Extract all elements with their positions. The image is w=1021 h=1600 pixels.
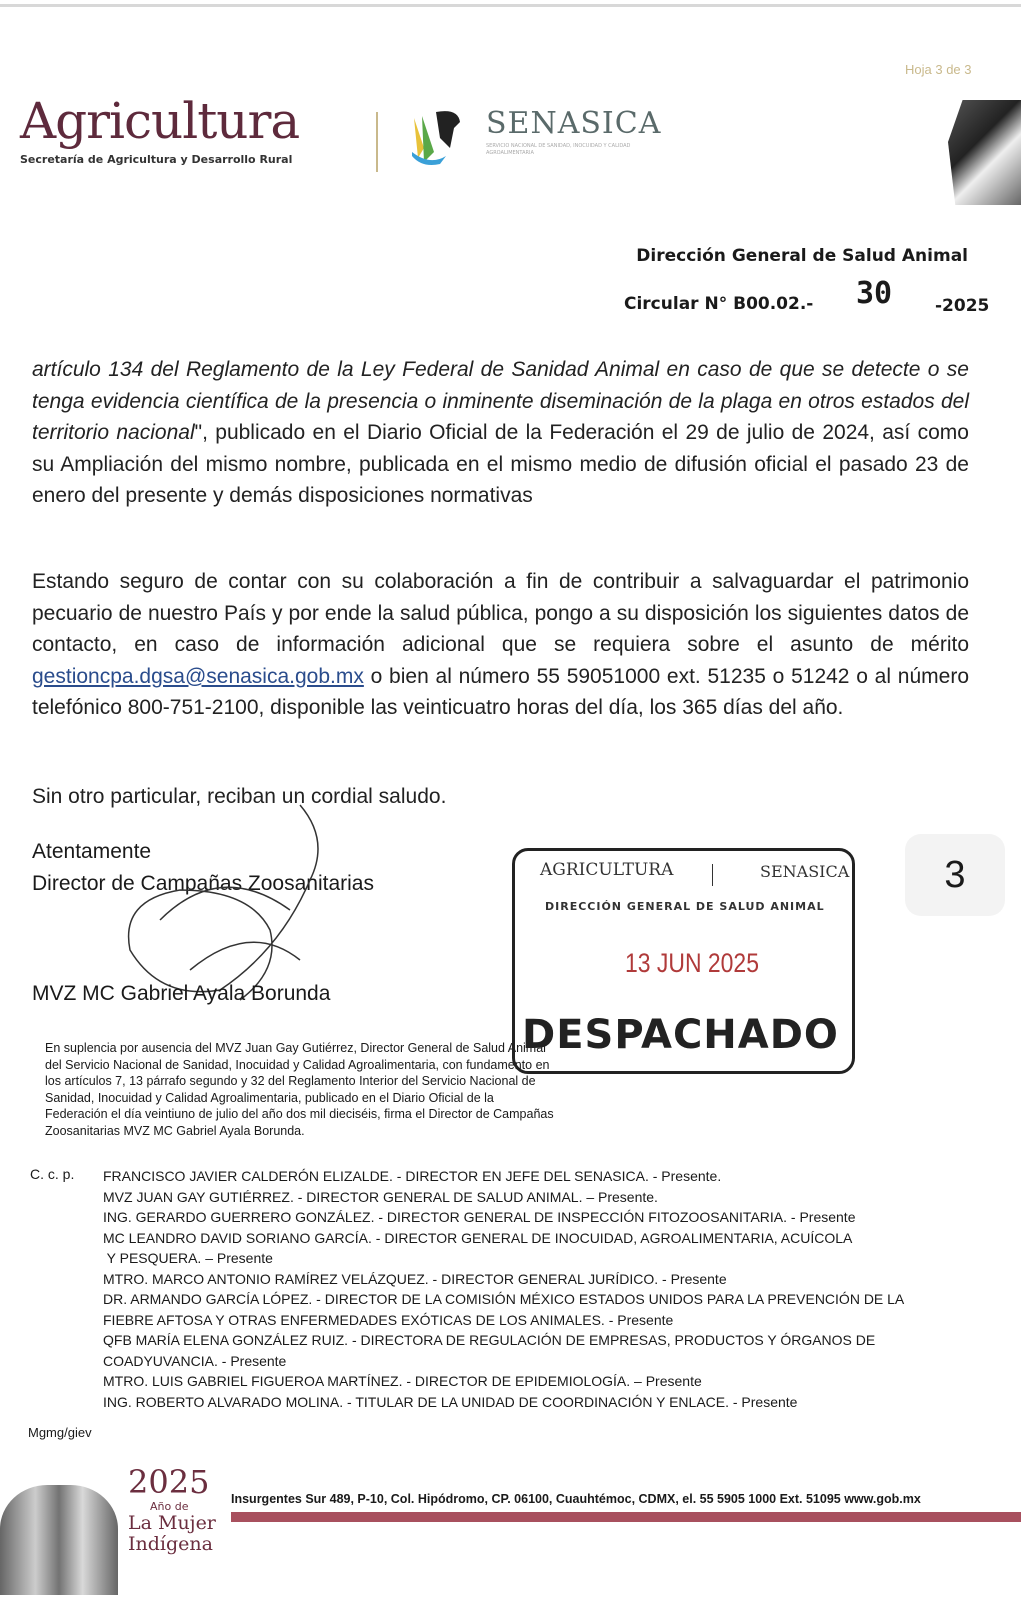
top-border	[0, 4, 1021, 7]
page-badge: 3	[905, 834, 1005, 916]
paragraph-3: Sin otro particular, reciban un cordial saludo.	[32, 785, 447, 808]
signer-title: Director de Campañas Zoosanitarias	[32, 872, 374, 895]
footer-year: 2025	[128, 1463, 210, 1501]
stamp-agricultura: AGRICULTURA	[540, 860, 674, 880]
agricultura-subtitle: Secretaría de Agricultura y Desarrollo Rural	[20, 153, 293, 166]
paragraph-1-rest: ", publicado en el Diario Oficial de la Federación el 29 de julio de 2024, así como su Ampliación del mismo nombre, publicada en el mismo medio de difusión oficial el pasado 23 de enero del presente y demás disposiciones normativas	[32, 421, 969, 507]
senasica-logo: SENASICA	[486, 106, 662, 141]
ccp-line: MC LEANDRO DAVID SORIANO GARCÍA. - DIRECTOR GENERAL DE INOCUIDAD, AGROALIMENTARIA, ACUÍCOLA	[103, 1229, 853, 1246]
ccp-line: MVZ JUAN GAY GUTIÉRREZ. - DIRECTOR GENERAL DE SALUD ANIMAL. – Presente.	[103, 1188, 658, 1205]
paragraph-2-a: Estando seguro de contar con su colaboración a fin de contribuir a salvaguardar el patrimonio pecuario de nuestro País y por ende la salud pública, pongo a su disposición los siguientes datos de contacto, en caso de información adicional que se requiera sobre el asunto de mérito	[32, 570, 969, 656]
suplencia-note: En suplencia por ausencia del MVZ Juan Gay Gutiérrez, Director General de Salud Animal del Servicio Nacional de Sanidad, Inocuidad y Calidad Agroalimentaria, con fundamento en los artículos 7, 13 párrafo segundo y 32 del Reglamento Interior del Servicio Nacional de Sanidad, Inocuidad y Calidad Agroalimentaria, publicado en el Diario Oficial de la Federación el día veintiuno de julio del año dos mil dieciséis, firma el Director de Campañas Zoosanitarias MVZ MC Gabriel Ayala Borunda.	[45, 1041, 554, 1138]
direction-heading: Dirección General de Salud Animal	[636, 246, 968, 266]
paragraph-1-italic: artículo 134 del Reglamento de la Ley Federal de Sanidad Animal en caso de que se detecte o se tenga evidencia científica de la presencia o inminente diseminación de la plaga en otros estados del territorio nacional	[32, 358, 969, 444]
logo-divider	[376, 112, 378, 172]
ccp-line: ING. GERARDO GUERRERO GONZÁLEZ. - DIRECTOR GENERAL DE INSPECCIÓN FITOZOOSANITARIA. - Presente	[103, 1209, 856, 1225]
closing: Atentamente	[32, 840, 152, 863]
stamp-date: 13 JUN 2025	[625, 948, 759, 978]
senasica-emblem-icon	[410, 108, 466, 166]
footer-theme	[128, 1513, 216, 1555]
ccp-list	[103, 1166, 933, 1412]
page-indicator: Hoja 3 de 3	[905, 62, 972, 77]
ccp-line: QFB MARÍA ELENA GONZÁLEZ RUIZ. - DIRECTORA DE REGULACIÓN DE EMPRESAS, PRODUCTOS Y ÓRGANOS DE	[103, 1332, 876, 1348]
circular-year: -2025	[935, 296, 990, 316]
ccp-line: ING. ROBERTO ALVARADO MOLINA. - TITULAR DE LA UNIDAD DE COORDINACIÓN Y ENLACE. - Presente	[103, 1393, 798, 1410]
footer-year-of: Año de	[150, 1500, 189, 1513]
circular-prefix: Circular N° B00.02.-	[624, 294, 814, 314]
signer-name: MVZ MC Gabriel Ayala Borunda	[32, 982, 331, 1005]
handwritten-signature	[100, 800, 360, 1010]
ccp-line: Y PESQUERA. – Presente	[103, 1250, 273, 1266]
stamp-divider	[712, 864, 713, 886]
ccp-line: FIEBRE AFTOSA Y OTRAS ENFERMEDADES EXÓTICAS DE LOS ANIMALES. - Presente	[103, 1311, 674, 1328]
ccp-line: FRANCISCO JAVIER CALDERÓN ELIZALDE. - DIRECTOR EN JEFE DEL SENASICA. - Presente.	[103, 1168, 722, 1184]
ccp-line: MTRO. MARCO ANTONIO RAMÍREZ VELÁZQUEZ. - DIRECTOR GENERAL JURÍDICO. - Presente	[103, 1270, 727, 1287]
senasica-subtitle: SERVICIO NACIONAL DE SANIDAD, INOCUIDAD Y CALIDAD AGROALIMENTARIA	[486, 143, 631, 156]
stamp-status: DESPACHADO	[522, 1012, 839, 1058]
women-illustration	[0, 1485, 118, 1595]
stamp-direction: DIRECCIÓN GENERAL DE SALUD ANIMAL	[545, 900, 825, 913]
ccp-line: MTRO. LUIS GABRIEL FIGUEROA MARTÍNEZ. - DIRECTOR DE EPIDEMIOLOGÍA. – Presente	[103, 1373, 702, 1389]
paragraph-1	[32, 354, 969, 512]
circular-number: 30	[856, 276, 893, 311]
ccp-line: DR. ARMANDO GARCÍA LÓPEZ. - DIRECTOR DE LA COMISIÓN MÉXICO ESTADOS UNIDOS PARA LA PREVENCIÓN DE LA	[103, 1291, 905, 1307]
footer-address: Insurgentes Sur 489, P-10, Col. Hipódromo, CP. 06100, Cuauhtémoc, CDMX, el. 55 5905 1000 Ext. 51095 www.gob.mx	[231, 1492, 921, 1506]
ccp-label: C. c. p.	[30, 1166, 75, 1182]
agricultura-logo: Agricultura	[20, 92, 300, 150]
ccp-line: COADYUVANCIA. - Presente	[103, 1352, 287, 1369]
initials: Mgmg/giev	[28, 1425, 92, 1440]
footer-bar	[231, 1512, 1021, 1522]
paragraph-2	[32, 566, 969, 724]
footer-theme-1: La Mujer	[128, 1512, 216, 1534]
corner-illustration	[948, 100, 1021, 205]
footer-theme-2: Indígena	[128, 1533, 213, 1555]
stamp-senasica: SENASICA	[760, 862, 850, 881]
paragraph-2-b: o bien al número 55 59051000 ext. 51235 o 51242 o al número telefónico 800-751-2100, disponible las veinticuatro horas del día, los 365 días del año.	[32, 664, 969, 719]
email-link[interactable]: gestioncpa.dgsa@senasica.gob.mx	[32, 664, 364, 688]
